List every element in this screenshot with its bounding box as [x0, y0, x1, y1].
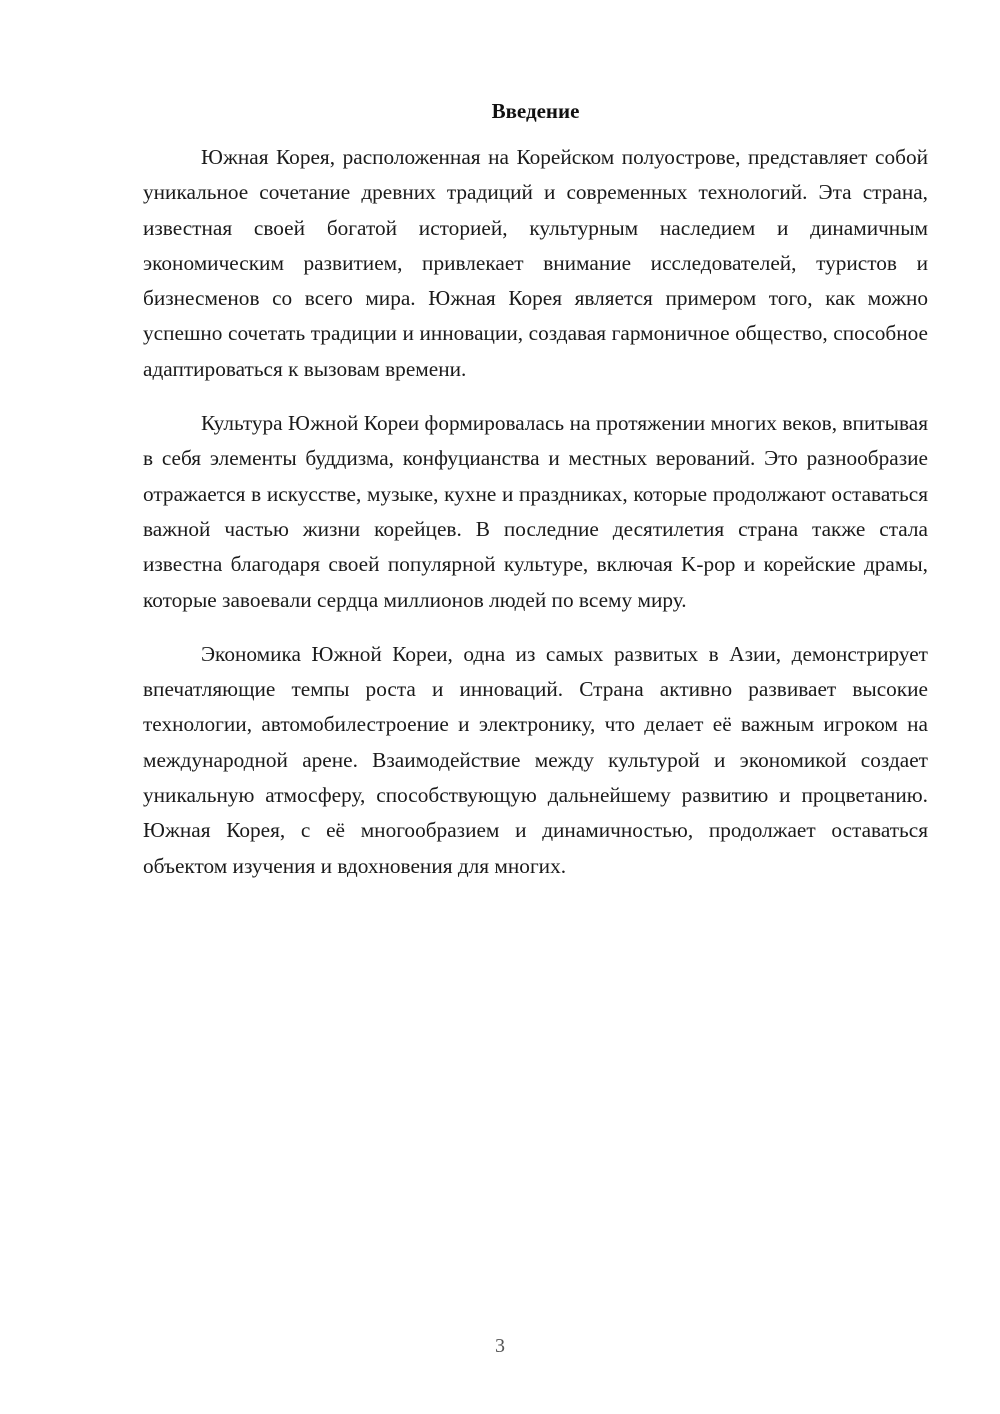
page-content: [143, 96, 928, 903]
paragraph-culture: Культура Южной Кореи формировалась на протяжении многих веков, впитывая в себя элементы буддизма, конфуцианства и местных верований. Это разнообразие отражается в искусстве, музыке, кухне и праздниках, которые продолжают оставаться важной частью жизни корейцев. В последние десятилетия страна также стала известна благодаря своей популярной культуре, включая K-pop и корейские драмы, которые завоевали сердца миллионов людей по всему миру.: [143, 411, 928, 612]
paragraph-intro: Южная Корея, расположенная на Корейском полуострове, представляет собой уникальное сочетание древних традиций и современных технологий. Эта страна, известная своей богатой историей, культурным наследием и динамичным экономическим развитием, привлекает внимание исследователей, туристов и бизнесменов со всего мира. Южная Корея является примером того, как можно успешно сочетать традиции и инновации, создавая гармоничное общество, способное адаптироваться к вызовам времени.: [143, 145, 928, 381]
paragraph-economy: Экономика Южной Кореи, одна из самых развитых в Азии, демонстрирует впечатляющие темпы роста и инноваций. Страна активно развивает высокие технологии, автомобилестроение и электронику, что делает её важным игроком на международной арене. Взаимодействие между культурой и экономикой создает уникальную атмосферу, способствующую дальнейшему развитию и процветанию. Южная Корея, с её многообразием и динамичностью, продолжает оставаться объектом изучения и вдохновения для многих.: [143, 641, 928, 878]
section-heading: Введение: [491, 99, 580, 123]
page-number: 3: [495, 1335, 505, 1357]
